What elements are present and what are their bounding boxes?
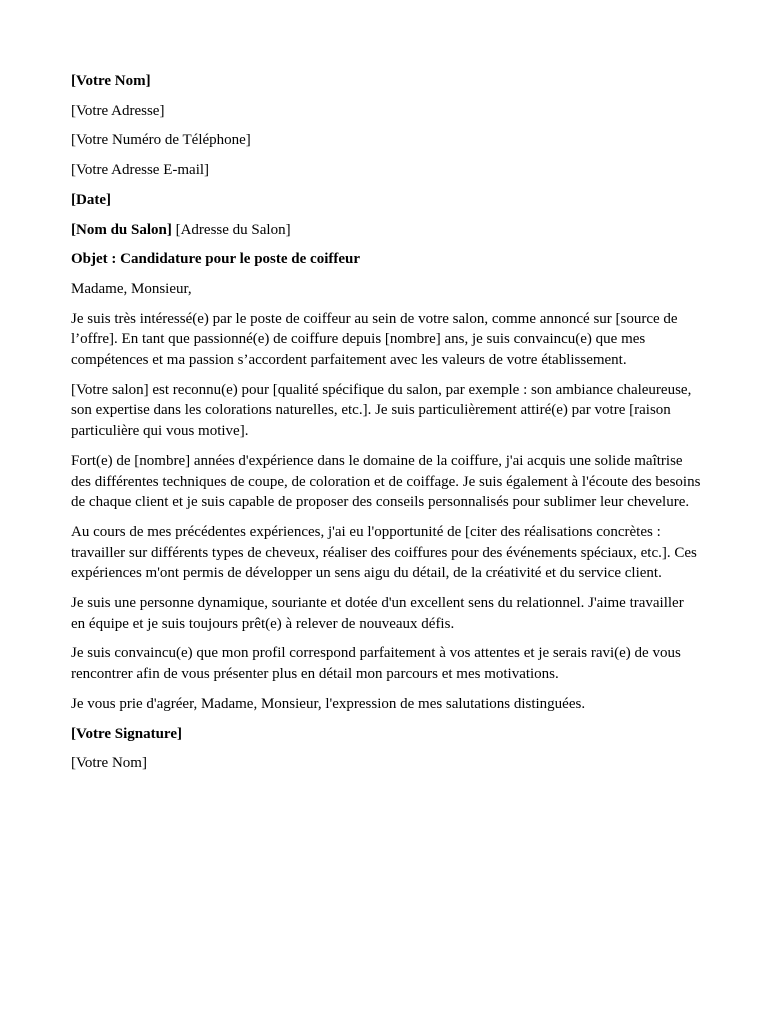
recipient-line [71,220,701,241]
body-paragraph: Je suis une personne dynamique, souriante et dotée d'un excellent sens du relationnel. J'aime travailler en équipe et je suis toujours prêt(e) à relever de nouveaux défis. [71,595,684,632]
sender-address: [Votre Adresse] [71,102,165,119]
signature-placeholder: [Votre Signature] [71,725,182,742]
sender-phone: [Votre Numéro de Téléphone] [71,132,251,149]
body-paragraph: Je suis très intéressé(e) par le poste de coiffeur au sein de votre salon, comme annoncé sur [source de l’offre]. En tant que passionné(e) de coiffure depuis [nombre] ans, je suis convaincu(e) que mes compétences et ma passion s’accordent parfaitement avec les valeurs de votre établissement. [71,310,678,369]
body-paragraph: [Votre salon] est reconnu(e) pour [qualité spécifique du salon, par exemple : son ambiance chaleureuse, son expertise dans les colorations naturelles, etc.]. Je suis particulièrement attiré(e) par votre [raison particulière qui vous motive]. [71,381,692,440]
sender-email: [Votre Adresse E-mail] [71,162,210,179]
body-paragraph: Au cours de mes précédentes expériences, j'ai eu l'opportunité de [citer des réalisations concrètes : travailler sur différents types de cheveux, réaliser des coiffures pour des événements spéciaux, etc.]. Ces expériences m'ont permis de développer un sens aigu du détail, de la créativité et du service client. [71,523,697,582]
sender-name: [Votre Nom] [71,73,151,89]
letter-subject: Objet : Candidature pour le poste de coiffeur [71,251,361,268]
letter-closing: Je vous prie d'agréer, Madame, Monsieur, l'expression de mes salutations distinguées. [71,695,586,712]
body-paragraph: Fort(e) de [nombre] années d'expérience dans le domaine de la coiffure, j'ai acquis une solide maîtrise des différentes techniques de coupe, de coloration et de coiffage. Je suis également à l'écoute des besoins de chaque client et je suis capable de proposer des conseils personnalisés pour sublimer leur chevelure. [71,452,701,511]
salon-address: [Adresse du Salon] [175,221,291,238]
footer-name: [Votre Nom] [71,755,147,772]
letter-page [71,71,701,783]
letter-date: [Date] [71,191,111,208]
letter-salutation: Madame, Monsieur, [71,280,192,297]
body-paragraph: Je suis convaincu(e) que mon profil correspond parfaitement à vos attentes et je serais ravi(e) de vous rencontrer afin de vous présenter plus en détail mon parcours et mes motivations. [71,645,681,683]
salon-name: [Nom du Salon] [71,221,172,238]
